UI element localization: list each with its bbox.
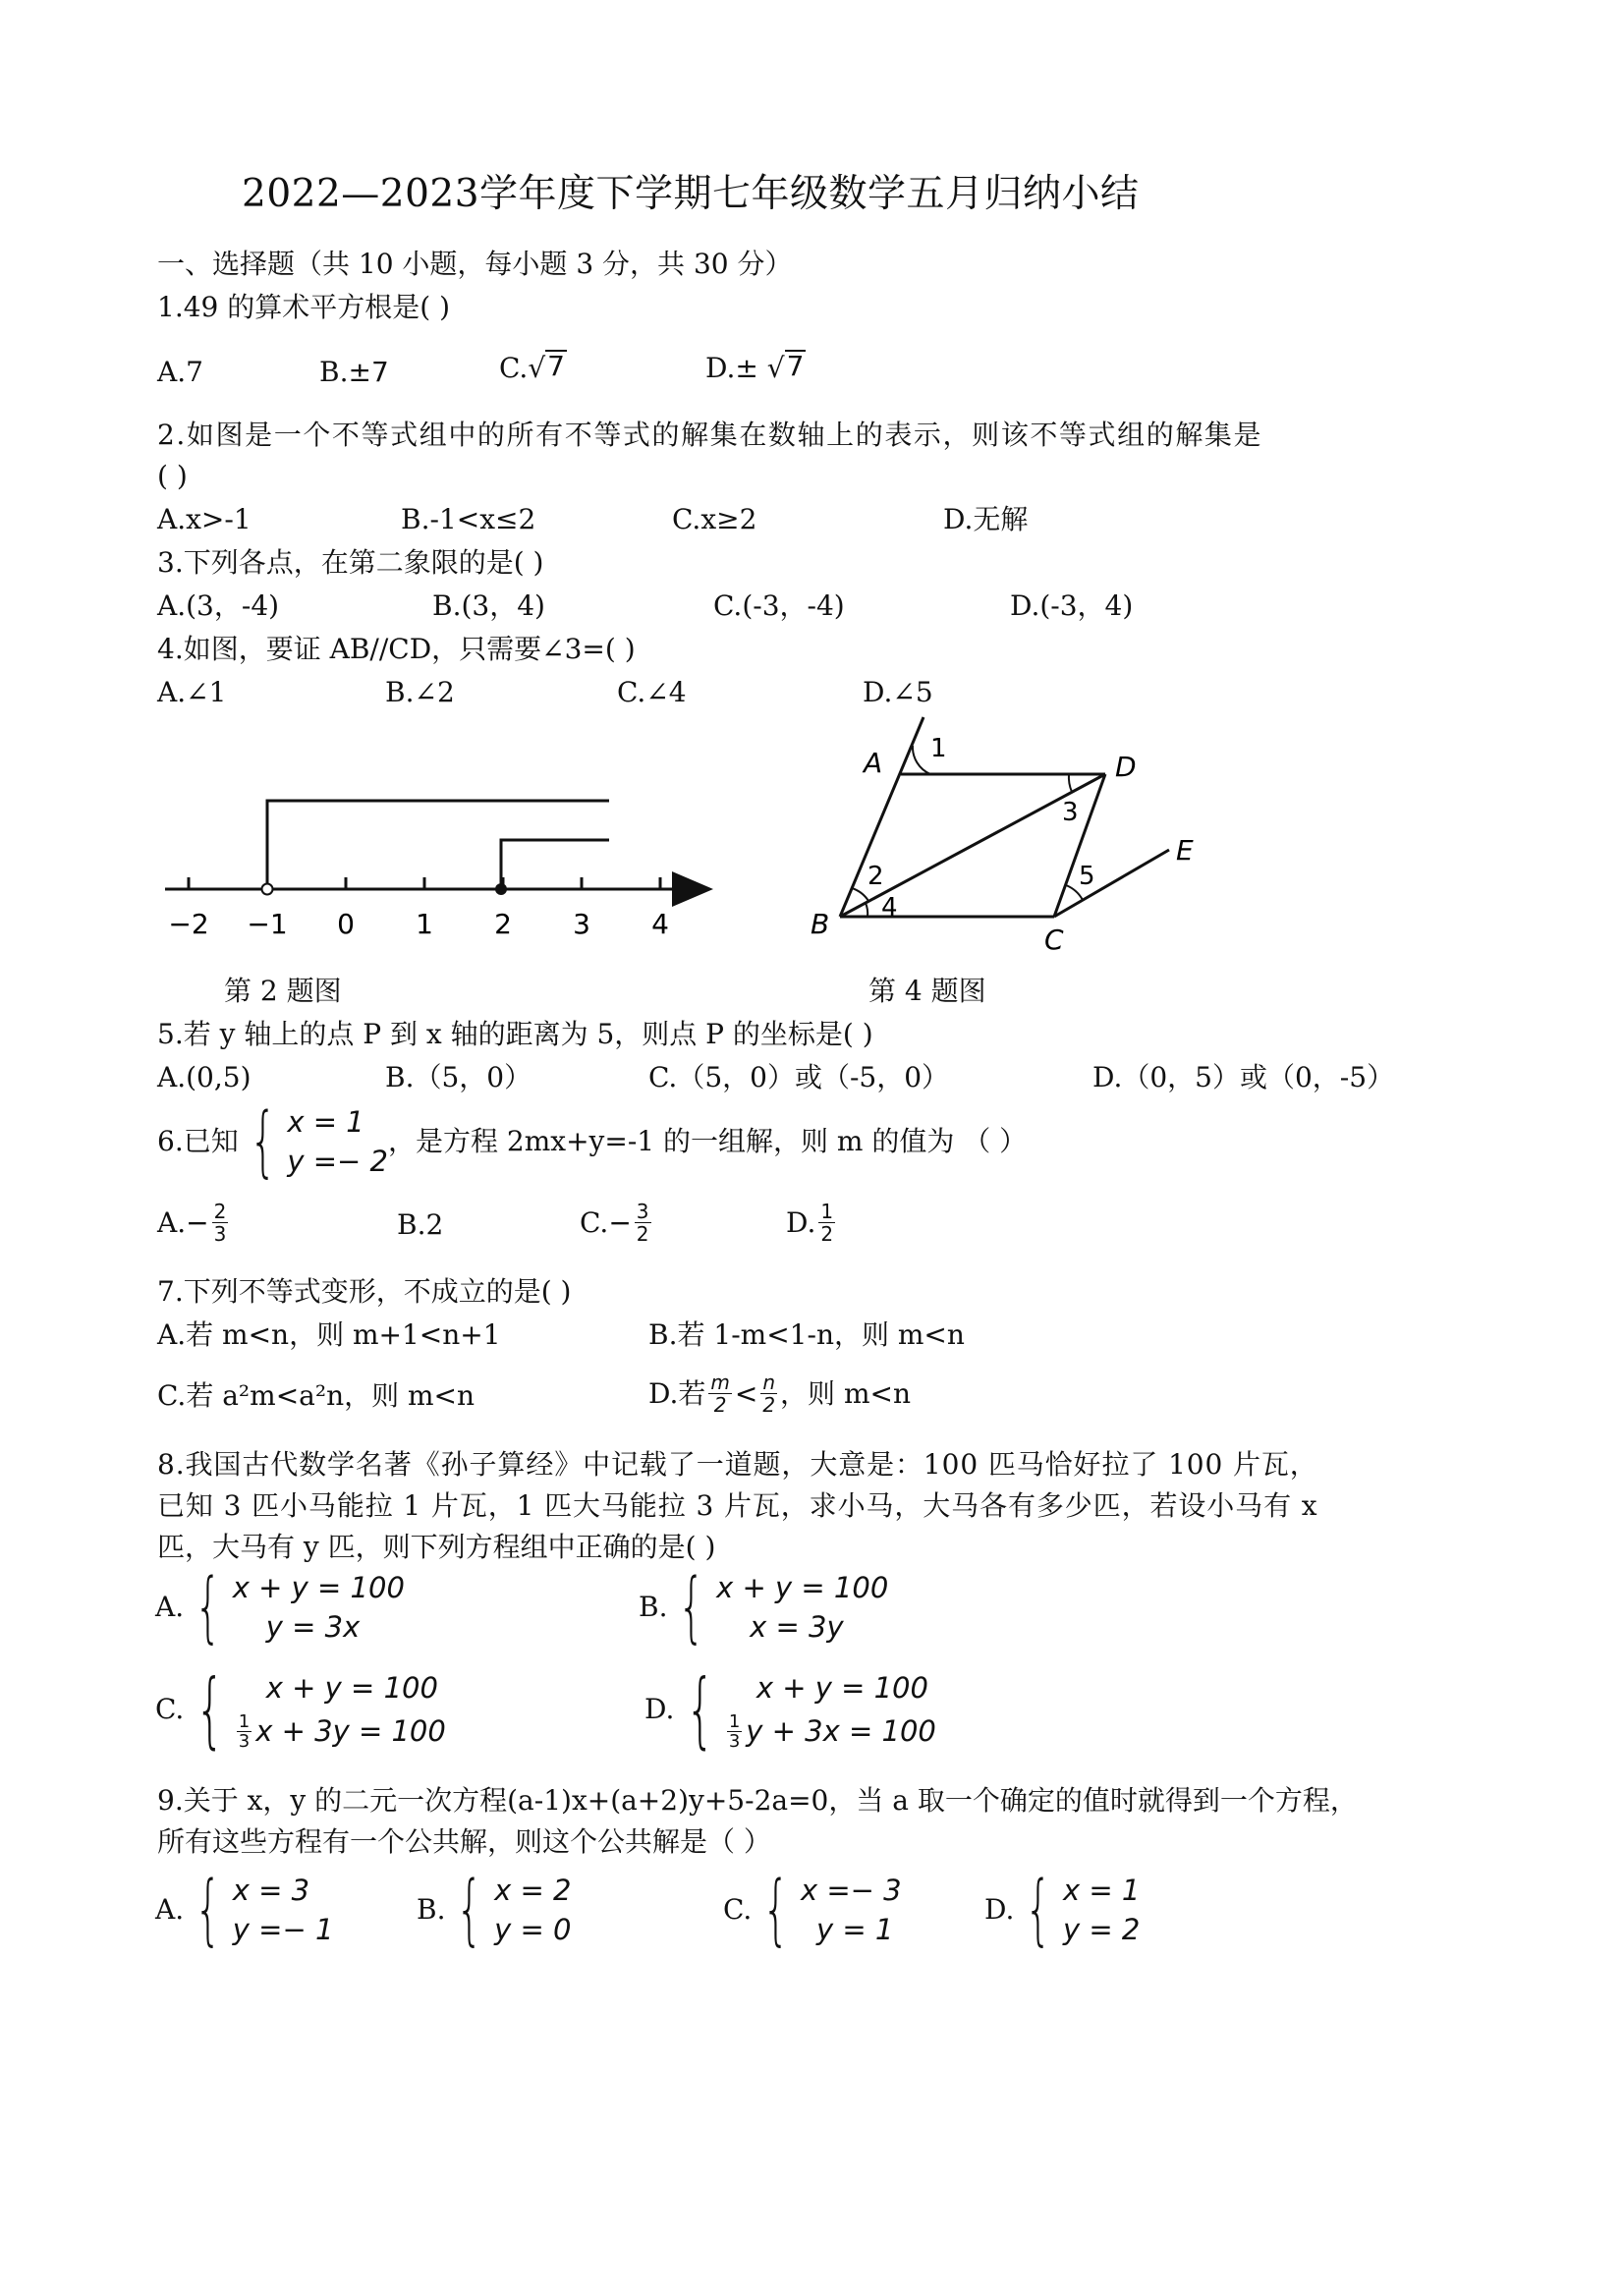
label-a: A: [864, 747, 883, 779]
tick-label: 4: [651, 908, 669, 940]
question-1-option-c: C. √ 7: [499, 350, 565, 384]
tick-label: −1: [247, 908, 288, 940]
angle-arc-1: [913, 746, 930, 774]
question-2-stem: 2.如图是一个不等式组中的所有不等式的解集在数轴上的表示，则该不等式组的解集是: [157, 419, 1263, 451]
question-1-option-a: A.7: [157, 356, 203, 388]
section-heading: 一、选择题（共 10 小题，每小题 3 分，共 30 分）: [157, 248, 793, 280]
question-8-option-d: D. { x + y = 100 $\frac{1}{3}$ y + 3x = 100: [644, 1661, 936, 1758]
question-9-line-2: 所有这些方程有一个公共解，则这个公共解是（ ）: [157, 1825, 771, 1858]
question-6-stem: 6.已知 { x = 1 y =− 2 ，是方程 2mx+y=-1 的一组解，则 m 的值为 （ ）: [157, 1097, 1028, 1186]
question-9-line-1: 9.关于 x，y 的二元一次方程(a-1)x+(a+2)y+5-2a=0，当 a 取一个确定的值时就得到一个方程，: [157, 1784, 1358, 1817]
question-2-option-a: A.x>-1: [157, 503, 252, 535]
line-bd: [840, 774, 1105, 917]
line-ce: [1054, 850, 1169, 917]
label-angle-1: 1: [930, 734, 947, 763]
question-5-option-a: A.(0,5): [157, 1061, 252, 1093]
question-7-option-d: D.若 $\frac{m}{2}$ < $\frac{n}{2}$ ，则 m<n: [648, 1371, 911, 1417]
question-8-line-2: 已知 3 匹小马能拉 1 片瓦，1 匹大马能拉 3 片瓦，求小马，大马各有多少匹，若设小马有 x: [157, 1489, 1318, 1522]
question-5-option-d: D.（0，5）或（0，-5）: [1092, 1061, 1395, 1093]
label-angle-5: 5: [1079, 862, 1095, 891]
question-4-option-b: B.∠2: [385, 676, 455, 708]
tick-label: 3: [573, 908, 590, 940]
question-3-stem: 3.下列各点，在第二象限的是( ): [157, 546, 544, 579]
label-angle-2: 2: [867, 862, 884, 891]
label-c: C: [1044, 924, 1064, 956]
question-4-option-c: C.∠4: [617, 676, 687, 708]
label-d: D: [1115, 751, 1137, 783]
tick-label: 2: [494, 908, 512, 940]
angle-arc-4: [866, 903, 867, 917]
question-8-line-3: 匹，大马有 y 匹，则下列方程组中正确的是( ): [157, 1531, 716, 1563]
question-5-option-b: B.（5，0）: [385, 1061, 532, 1093]
open-point-neg1: [262, 884, 273, 895]
figure-4-caption: 第 4 题图: [868, 975, 986, 1007]
question-3-option-a: A.(3，-4): [157, 589, 280, 622]
question-6-option-c: C. − $\frac{3}{2}$: [580, 1200, 649, 1246]
question-7-option-b: B.若 1-m<1-n，则 m<n: [648, 1318, 965, 1351]
tick-label: 0: [337, 908, 355, 940]
range-x-gt-neg1: [267, 801, 609, 889]
question-5-stem: 5.若 y 轴上的点 P 到 x 轴的距离为 5，则点 P 的坐标是( ): [157, 1018, 873, 1050]
question-4-stem: 4.如图，要证 AB//CD，只需要∠3=( ): [157, 633, 636, 665]
label-angle-4: 4: [881, 893, 898, 923]
question-1-stem: 1.49 的算术平方根是( ): [157, 291, 450, 323]
question-9-option-a: A. { x = 3 y =− 1: [155, 1866, 334, 1954]
question-7-option-a: A.若 m<n，则 m+1<n+1: [157, 1318, 501, 1351]
question-6-option-b: B.2: [397, 1208, 444, 1241]
tick-label: 1: [416, 908, 433, 940]
question-2-paren: ( ): [157, 460, 188, 492]
question-8-option-c: C. { x + y = 100 $\frac{1}{3}$ x + 3y = 100: [155, 1661, 446, 1758]
question-3-option-c: C.(-3，-4): [713, 589, 845, 622]
question-2-option-c: C.x≥2: [672, 503, 757, 535]
angle-arc-3: [1069, 774, 1072, 792]
range-x-ge-2: [501, 840, 609, 889]
question-1-option-b: B.±7: [319, 356, 389, 388]
question-9-option-c: C. { x =− 3 y = 1: [723, 1866, 902, 1954]
question-2-option-d: D.无解: [943, 503, 1029, 535]
question-8-option-b: B. { x + y = 100 x = 3y: [639, 1563, 889, 1652]
question-1-option-d: D.± √ 7: [705, 350, 805, 384]
question-3-option-d: D.(-3，4): [1010, 589, 1134, 622]
question-9-option-b: B. { x = 2 y = 0: [417, 1866, 572, 1954]
figure-2-number-line: [147, 776, 737, 963]
label-e: E: [1176, 834, 1194, 867]
question-5-option-c: C.（5，0）或（-5，0）: [648, 1061, 950, 1093]
question-7-option-c: C.若 a²m<a²n，则 m<n: [157, 1379, 476, 1412]
question-4-option-d: D.∠5: [863, 676, 933, 708]
label-b: B: [811, 908, 830, 940]
question-3-option-b: B.(3，4): [432, 589, 545, 622]
question-6-option-d: D. $\frac{1}{2}$: [786, 1200, 834, 1246]
question-4-option-a: A.∠1: [157, 676, 227, 708]
question-9-option-d: D. { x = 1 y = 2: [984, 1866, 1141, 1954]
tick-label: −2: [168, 908, 209, 940]
label-angle-3: 3: [1062, 798, 1079, 827]
angle-arc-2: [852, 888, 868, 901]
question-8-option-a: A. { x + y = 100 y = 3x: [155, 1563, 405, 1652]
question-7-stem: 7.下列不等式变形，不成立的是( ): [157, 1275, 572, 1308]
question-6-option-a: A. − $\frac{2}{3}$: [157, 1200, 227, 1246]
question-8-line-1: 8.我国古代数学名著《孙子算经》中记载了一道题，大意是：100 匹马恰好拉了 100 片瓦，: [157, 1448, 1318, 1481]
figure-2-caption: 第 2 题图: [224, 975, 342, 1007]
question-2-option-b: B.-1<x≤2: [401, 503, 536, 535]
figure-4-parallelogram: [791, 707, 1223, 963]
page-title: 2022—2023学年度下学期七年级数学五月归纳小结: [242, 172, 1140, 216]
closed-point-2: [495, 883, 507, 895]
